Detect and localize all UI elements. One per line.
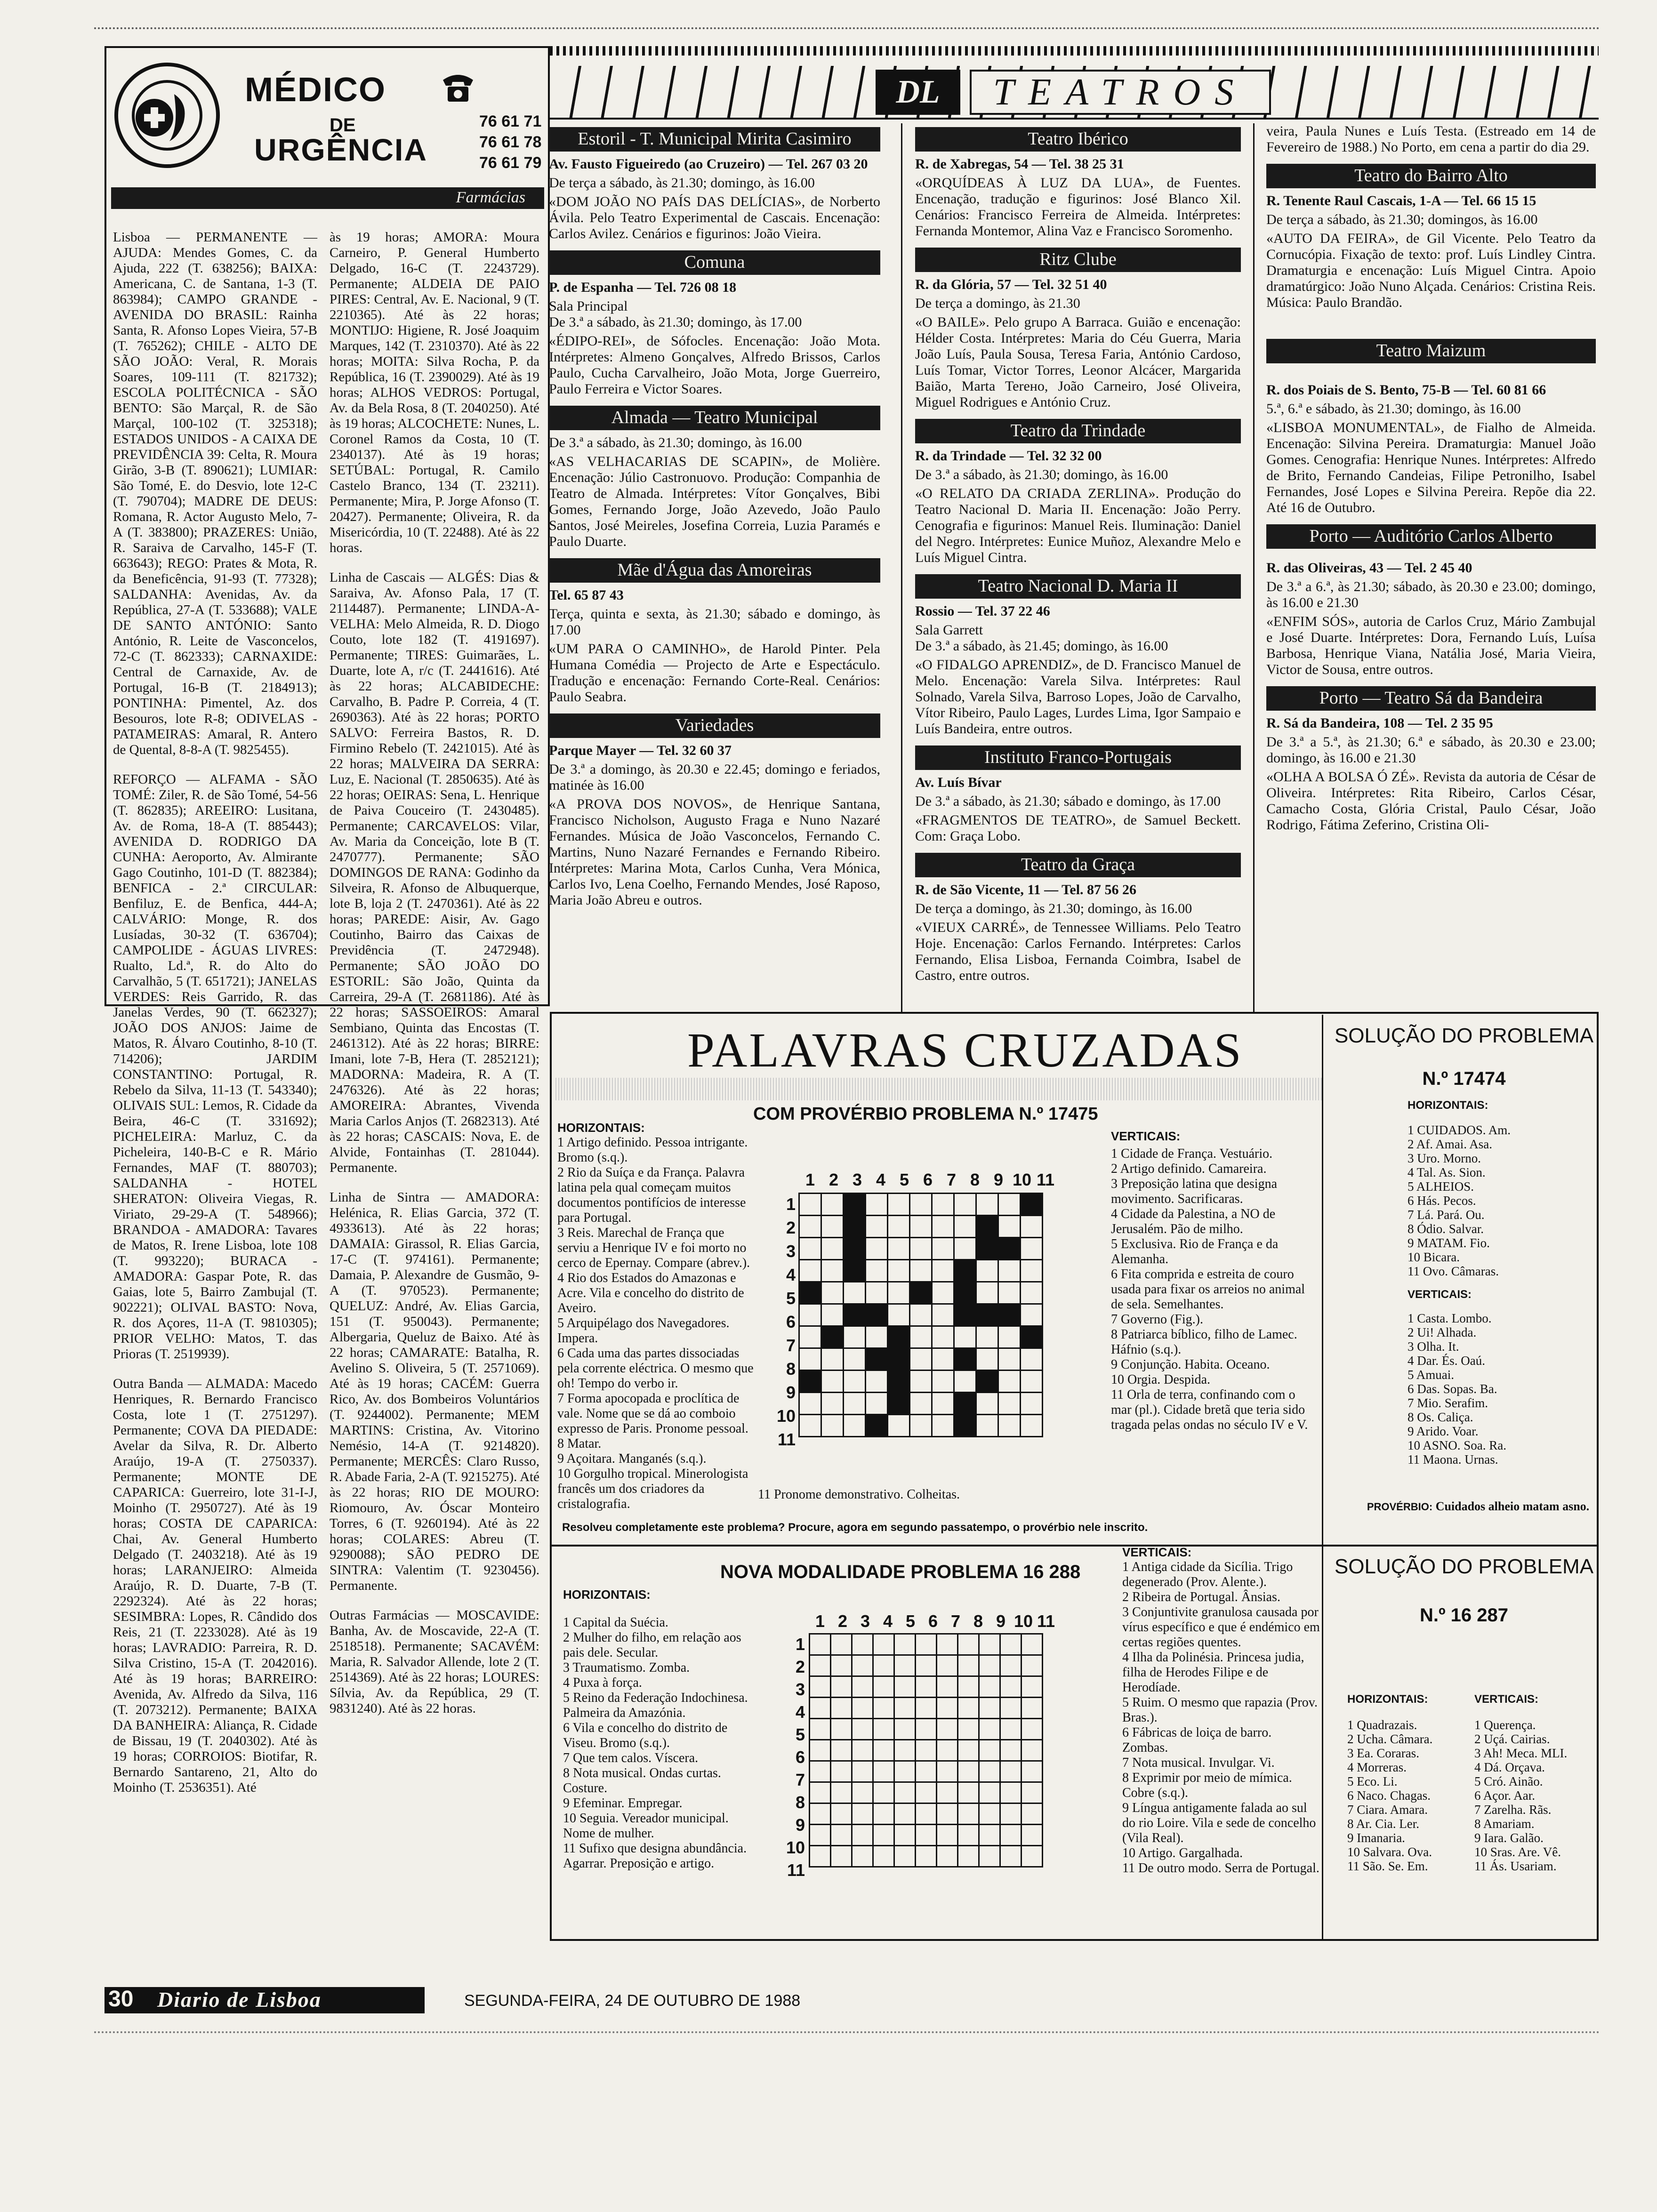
solution-entry: 3 Olha. It.: [1408, 1339, 1459, 1354]
theatre-address: R. da Glória, 57 — Tel. 32 51 40: [915, 277, 1107, 292]
grid-number: 7: [786, 1336, 796, 1355]
theatre-play: «LISBOA MONUMENTAL», de Fialho de Almeida. Encenação: Silvina Pereira. Dramaturgia: Manuel João Gomes. Cenografia: Henrique Nunes. Intérpretes: Alfredo de Brito, Fernando Candeias, Filipe Petronilho, Isabel Fernandes, José Lopes e Silvina Pereira. Repõe dia 22. Até 16 de Outubro.: [1266, 420, 1596, 515]
theatre-schedule: Sala Principal De 3.ª a sábado, às 21.30; domingo, às 17.00: [549, 298, 802, 330]
clue: 1 Capital da Suécia.: [563, 1615, 668, 1630]
pharmacy-reforco: REFORÇO — ALFAMA - SÃO TOMÉ: Ziler, R. de São Tomé, 54-56 (T. 862835); AREEIRO: Lusitana, Av. de Roma, 18-A (T. 885443); AVENIDA D. RODRIGO DA CUNHA: Aeroporto, Av. Almirante Gago Coutinho, 101-D (T. 882384); BENFICA - 2.ª CIRCULAR: Benfiluz, E. de Benfica, 444-A; CALVÁRIO: Monge, R. dos Lusíadas, 30-32 (T. 636704); CAMPOLIDE - ÁGUAS LIVRES: Rualto, Ld.ª, R. do Alto do Carvalhão, 5 (T. 651721); JANELAS VERDES: Reis Garrido, R. das Janelas Verdes, 90 (T. 662327); JOÃO DOS ANJOS: Jaime de Matos, R. Álvaro Coutinho, 8-10 (T. 714206); JARDIM CONSTANTINO: Portugal, R. Rebelo da Silva, 11-13 (T. 543340); OLIVAIS SUL: Lemos, R. Cidade da Beira, 46-C (T. 331692); PICHELEIRA: Marluz, C. da Picheleira, 140-B-C e R. Mário Fernandes, MAF (T. 880703); SALDANHA - HOTEL SHERATON: Oliveira Viegas, R. Viriato, 29-29-A (T. 548966); BRANDOA - AMADORA: Tavares de Matos, R. Irene Lisboa, lote 108 (T. 993220); BURACA - AMADORA: Gaspar Pote, R. das Gaias, lote 5, Bairro Zambujal (T. 902221); OLIVAL BASTO: Nova, R. dos Açores, 11-A (T. 9810305); PRIOR VELHO: Matos, T. das Prioras (T. 2519939).: [113, 772, 317, 1362]
grid-number: 11: [1036, 1170, 1055, 1189]
solution-entry: 7 Mio. Serafim.: [1408, 1396, 1488, 1410]
theatre-schedule: De 3.ª a sábado, às 21.30; domingo, às 16.00: [915, 467, 1168, 482]
medico-title: MÉDICO: [245, 71, 386, 109]
solution-entry: 1 Querença.: [1474, 1718, 1536, 1732]
clue: 6 Vila e concelho do distrito de Viseu. Bromo (s.q.).: [563, 1721, 728, 1750]
grid-number: 1: [795, 1635, 805, 1654]
clue: 10 Seguia. Vereador municipal. Nome de mulher.: [563, 1811, 729, 1841]
clue: 4 Ilha da Polinésia. Princesa judia, filha de Herodes Filipe e de Herodíade.: [1122, 1650, 1304, 1695]
solution-entry: 9 Imanaria.: [1347, 1831, 1405, 1845]
clue: 1 Antiga cidade da Sicília. Trigo degenerado (Prov. Alente.).: [1122, 1560, 1293, 1589]
solution-entry: 8 Os. Caliça.: [1408, 1410, 1473, 1424]
theatre-heading: Comuna: [549, 250, 880, 275]
grid-number: 5: [899, 1170, 909, 1189]
clue: 9 Açoitara. Manganés (s.q.).: [557, 1451, 707, 1466]
crossword1-horizontal-11: 11 Pronome demonstrativo. Colheitas.: [758, 1487, 960, 1502]
proverbio-label: PROVÉRBIO:: [1367, 1501, 1433, 1513]
horizontais-label: HORIZONTAIS:: [557, 1121, 645, 1135]
theatre-address: R. das Oliveiras, 43 — Tel. 2 45 40: [1266, 560, 1472, 576]
pharmacy-column-2: [330, 230, 539, 1716]
grid-number: 8: [795, 1793, 805, 1812]
solution-entry: 6 Açor. Aar.: [1474, 1788, 1535, 1803]
clue: 6 Cada uma das partes dissociadas pela corrente eléctrica. O mesmo que oh! Tempo do verbo ir.: [557, 1346, 754, 1391]
solution-entry: 5 Eco. Li.: [1347, 1774, 1398, 1788]
footer-date: SEGUNDA-FEIRA, 24 DE OUTUBRO DE 1988: [464, 1992, 801, 2010]
verticais-label: VERTICAIS:: [1111, 1129, 1181, 1143]
grid-number: 2: [828, 1170, 839, 1189]
theatre-schedule: Sala Garrett De 3.ª a sábado, às 21.45; domingo, às 16.00: [915, 622, 1168, 654]
theatre-schedule: De terça a domingo, às 21.30: [915, 296, 1080, 311]
solution-entry: 9 Iara. Galão.: [1474, 1831, 1544, 1845]
phone-number: 76 61 78: [479, 133, 542, 151]
solution2-number: N.º 16 287: [1419, 1605, 1509, 1626]
theatre-play: «AS VELHACARIAS DE SCAPIN», de Molière. Encenação: Júlio Castronuovo. Produção: Companhia de Teatro de Almada. Intérpretes: Vítor Gonçalves, Bibi Gomes, Fernando Jorge, João Azevedo, João Paulo Santos, José Meireles, Josefina Correia, Luzia Paramés e Paulo Duarte.: [549, 454, 880, 549]
clue: 3 Conjuntivite granulosa causada por vírus específico e que é endémico em certas regiões quentes.: [1122, 1605, 1320, 1650]
grid-number: 7: [950, 1611, 961, 1631]
clue: 9 Efeminar. Empregar.: [563, 1796, 683, 1811]
horizontais-label: HORIZONTAIS:: [1347, 1693, 1428, 1706]
solution-entry: 1 CUIDADOS. Am.: [1408, 1123, 1511, 1137]
theatre-schedule: De terça a sábado, às 21.30; domingo, às 16.00: [549, 175, 815, 191]
solution-entry: 7 Lá. Pará. Ou.: [1408, 1208, 1485, 1222]
theatre-play: «ENFIM SÓS», autoria de Carlos Cruz, Mário Zambujal e José Duarte. Intérpretes: Dora, Fernando Luís, Luísa Barbosa, Henrique Viana, Natália José, Maria Vieira, Victor de Sousa, entre outros.: [1266, 614, 1596, 677]
grid-number: 9: [786, 1383, 796, 1402]
theatre-address: R. dos Poiais de S. Bento, 75-B — Tel. 60 81 66: [1266, 382, 1546, 398]
theatre-play: «AUTO DA FEIRA», de Gil Vicente. Pelo Teatro da Cornucópia. Fixação de texto: prof. Luís Lindley Cintra. Dramaturgia e encenação: Luís Miguel Cintra. Apoio dramatúrgico: João Nuno Alçada. Cenários: Cristina Reis. Música: Paulo Brandão.: [1266, 231, 1596, 310]
clue: 5 Arquipélago dos Navegadores. Impera.: [557, 1316, 730, 1346]
clue: 8 Matar.: [557, 1436, 602, 1451]
theatre-heading: Teatro da Graça: [915, 853, 1241, 877]
clue: 7 Forma apocopada e proclítica de vale. Nome que se dá ao comboio expresso de Paris. Pronome pessoal.: [557, 1391, 748, 1436]
theatre-schedule: De 3.ª a 6.ª, às 21.30; sábado, às 20.30 e 23.00; domingo, às 16.00 e 21.30: [1266, 579, 1596, 610]
theatre-play: «UM PARA O CAMINHO», de Harold Pinter. Pela Humana Comédia — Projecto de Arte e Espectáculo. Tradução e encenação: Fernando Corte-Real. Cenários: Paulo Seabra.: [549, 641, 880, 705]
theatre-schedule: 5.ª, 6.ª e sábado, às 21.30; domingo, às 16.00: [1266, 401, 1521, 417]
solution-entry: 5 Amuai.: [1408, 1368, 1454, 1382]
verticais-label: VERTICAIS:: [1122, 1545, 1192, 1559]
theatre-address: Av. Fausto Figueiredo (ao Cruzeiro) — Tel. 267 03 20: [549, 156, 868, 172]
solution-entry: 2 Ucha. Câmara.: [1347, 1732, 1433, 1746]
grid-number: 4: [795, 1702, 805, 1722]
theatre-heading: Variedades: [549, 713, 880, 738]
phone-number: 76 61 71: [479, 112, 542, 130]
theatre-heading: Ritz Clube: [915, 248, 1241, 272]
pharmacy-outra-banda: Outra Banda — ALMADA: Macedo Henriques, R. Bernardo Francisco Costa, lote 1 (T. 2751297). Permanente; COVA DA PIEDADE: Avelar da Silva, R. Dr. Alberto Araújo, 19-A (T. 2750337). Permanente; MONTE DE CAPARICA: Guerreiro, lote 31-I-J, Moinho (T. 2950727). Até às 19 horas; COSTA DE CAPARICA: Chai, Av. General Humberto Delgado (T. 2403218). Até às 19 horas; LARANJEIRO: Almeida Araújo, R. D. Duarte, 7-B (T. 2292324). Até às 22 horas; SESIMBRA: Lopes, R. Cândido dos Reis, 21 (T. 2233028). Até às 19 horas; LAVRADIO: Parreira, R. D. Silva Cristino, 15-A (T. 2042016). Até às 19 horas; BARREIRO: Avenida, Av. Alfredo da Silva, 116 (T. 2073212). Permanente; BAIXA DA BANHEIRA: Aliança, R. Cidade de Bissau, 19 (T. 2040302). Até às 19 horas; CORROIOS: Biotifar, R. Bernardo Santareno, 21, Alto do Moinho (T. 2536351). Até: [113, 1376, 317, 1795]
theatre-column-2: [915, 123, 1241, 1013]
solution-entry: 8 Ar. Cia. Ler.: [1347, 1817, 1419, 1831]
column-rule: [901, 123, 902, 1013]
clue: 5 Ruim. O mesmo que rapazia (Prov. Bras.).: [1122, 1695, 1318, 1725]
solution-entry: 4 Dar. És. Oaú.: [1408, 1354, 1485, 1368]
grid-number: 4: [876, 1170, 886, 1189]
solution-entry: 4 Dá. Orçava.: [1474, 1760, 1545, 1774]
clue: 8 Patriarca bíblico, filho de Lamec. Háfnio (s.q.).: [1111, 1327, 1297, 1357]
clue: 10 Artigo. Gargalhada.: [1122, 1846, 1243, 1860]
bottom-dotted-rule: [94, 2031, 1601, 2033]
solution-entry: 11 Maona. Urnas.: [1408, 1452, 1498, 1467]
clue: 1 Cidade de França. Vestuário.: [1111, 1146, 1273, 1161]
grid-number: 5: [786, 1289, 796, 1308]
theatre-heading: Porto — Teatro Sá da Bandeira: [1266, 686, 1596, 711]
solution-entry: 8 Ódio. Salvar.: [1408, 1222, 1484, 1236]
solution-entry: 9 MATAM. Fio.: [1408, 1236, 1490, 1250]
grid-number: 3: [795, 1680, 805, 1699]
theatre-heading: Mãe d'Água das Amoreiras: [549, 558, 880, 583]
clue: 8 Exprimir por meio de mímica. Cobre (s.q.).: [1122, 1771, 1292, 1800]
theatre-schedule: De terça a sábado, às 21.30; domingos, às 16.00: [1266, 212, 1538, 227]
dl-logo: [876, 70, 960, 115]
solution-entry: 11 São. Se. Em.: [1347, 1859, 1428, 1873]
farmacias-bar: [111, 187, 544, 209]
clue: 10 Orgia. Despida.: [1111, 1372, 1210, 1387]
theatre-address: Parque Mayer — Tel. 32 60 37: [549, 743, 732, 758]
grid-number: 6: [923, 1170, 933, 1189]
clue: 5 Exclusiva. Rio de França e da Alemanha.: [1111, 1237, 1279, 1266]
solution-entry: 11 Ás. Usariam.: [1474, 1859, 1557, 1873]
clue: 6 Fita comprida e estreita de couro usada para fixar os arreios no animal de sela. Semelhantes.: [1111, 1267, 1305, 1312]
theatre-schedule: De 3.ª a sábado, às 21.30; domingo, às 16.00: [549, 435, 802, 450]
teatros-label: TEATROS: [993, 72, 1248, 113]
theatre-address: R. de Xabregas, 54 — Tel. 38 25 31: [915, 156, 1124, 172]
clue: 5 Reino da Federação Indochinesa. Palmeira da Amazónia.: [563, 1691, 748, 1720]
teatros-title: [970, 70, 1271, 115]
clue: 2 Ribeira de Portugal. Ânsias.: [1122, 1590, 1280, 1604]
theatre-address: Tel. 65 87 43: [549, 587, 624, 603]
solution-entry: 11 Ovo. Câmaras.: [1408, 1264, 1499, 1278]
clue: 11 De outro modo. Serra de Portugal.: [1122, 1861, 1319, 1875]
proverbio-text: Cuidados alheio matam asno.: [1435, 1499, 1590, 1513]
theatre-play: «O BAILE». Pelo grupo A Barraca. Guião e encenação: Hélder Costa. Intérpretes: Maria do Céu Guerra, Maria João Luís, Paula Sousa, Teresa Faria, António Cardoso, Luís Tomar, Victor Torres, Leonor Alcácer, Margarida Baião, Marta Terено, João Carneiro, José Oliveira, Miguel Rodrigues e António Cruz.: [915, 314, 1241, 410]
theatre-play: «A PROVA DOS NOVOS», de Henrique Santana, Francisco Nicholson, Augusto Fraga e Nuno Nazaré Fernandes. Música de João Vasconcelos, Fernando C. Martins, Nuno Nazaré Fernandes e Fernando Ribeiro. Intérpretes: Marina Mota, Carlos Cunha, Vera Mónica, Carlos Ivo, Lena Coelho, Fernando Mendes, José Raposo, Maria João Abreu e outros.: [549, 796, 880, 908]
clue: 9 Conjunção. Habita. Oceano.: [1111, 1357, 1270, 1372]
farmacias-label: Farmácias: [456, 189, 525, 206]
clue: 3 Preposição latina que designa movimento. Sacrificaras.: [1111, 1177, 1278, 1206]
theatre-heading: Almada — Teatro Municipal: [549, 406, 880, 430]
solution-entry: 10 Salvara. Ova.: [1347, 1845, 1432, 1859]
solution-entry: 8 Amariam.: [1474, 1817, 1535, 1831]
grid-number: 8: [786, 1359, 796, 1378]
solution-entry: 6 Naco. Chagas.: [1347, 1788, 1431, 1803]
grid-number: 11: [777, 1430, 796, 1449]
grid-number: 8: [973, 1611, 983, 1631]
theatre-play: «O RELATO DA CRIADA ZERLINA». Produção do Teatro Nacional D. Maria II. Encenação: João Perry. Cenografia e figurinos: Manuel Reis. Iluminação: Daniel del Negro. Intérpretes: Eunice Muñoz, Alexandre Melo e Luís Miguel Cintra.: [915, 486, 1241, 565]
page-number: 30: [108, 1987, 134, 2012]
clue: 7 Que tem calos. Víscera.: [563, 1751, 699, 1765]
solution-entry: 6 Hás. Pecos.: [1408, 1194, 1476, 1208]
theatre-address: R. Sá da Bandeira, 108 — Tel. 2 35 95: [1266, 715, 1493, 731]
phone-icon: [440, 71, 476, 104]
clue: 2 Rio da Suíça e da França. Palavra latina pela qual começam muitos documentos pontifícios de interesse para Portugal.: [557, 1165, 746, 1225]
theatre-heading: Teatro Maizum: [1266, 339, 1596, 363]
logo-text: [113, 61, 119, 62]
theatre-play: «O FIDALGO APRENDIZ», de D. Francisco Manuel de Melo. Encenação: Varela Silva. Intérpretes: Raul Solnado, Varela Silva, Barroso Lopes, João de Carvalho, Vítor Ribeiro, Paulo Lages, Lurdes Lima, Igor Sampaio e Luís Bandeira, entre outros.: [915, 657, 1241, 737]
theatre-play: «ÉDIPO-REI», de Sófocles. Encenação: João Mota. Intérpretes: Almeno Gonçalves, Alfredo Brissos, Carlos Paulo, Cucha Carvalheiro, João Mota, Jorge Guerreiro, Paulo Ferreira e Victor Soares.: [549, 333, 880, 397]
solution-entry: 3 Ah! Meca. MLI.: [1474, 1746, 1568, 1760]
pharmacy-cascais: Linha de Cascais — ALGÉS: Dias & Saraiva, Av. Afonso Pala, 17 (T. 2114487). Permanente; LINDA-A-VELHA: Melo Almeida, R. D. Diogo Couto, lote 182 (T. 4191697). Permanente; TIRES: Guimarães, L. Duarte, lote A, r/c (T. 2441616). Até às 22 horas; ALCABIDECHE: Carvalho, B. Padre P. Correia, 4 (T. 2690363). Até às 22 horas; PORTO SALVO: Ferreira Bastos, R. D. Firmino Rebelo (T. 2421015). Até às 22 horas; MALVEIRA DA SERRA: Luz, E. Nacional (T. 2850635). Até às 22 horas; OEIRAS: Sena, L. Henrique de Paiva Couceiro (T. 2430485). Permanente; CARCAVELOS: Vilar, Av. Maria da Conceição, lote B (T. 2470777). Permanente; SÃO DOMINGOS DE RANA: Godinho da Silveira, R. Afonso de Albuquerque, lote B, loja 2 (T. 2470361). Até às 22 horas; PAREDE: Aisir, Av. Gago Coutinho, Bairro das Caixas de Previdência (T. 2472948). Permanente; SÃO JOÃO DO ESTORIL: São João, Quinta da Carreira, 29-A (T. 2681186). Até às 22 horas; SASSOEIROS: Amaral Sembiano, Quinta das Encostas (T. 2461312). Até às 22 horas; BIRRE: Imani, lote 7-B, Hera (T. 2852121); MADORNA: Madeira, R. A (T. 2476326). Até às 22 horas; AMOREIRA: Abrantes, Vivenda Maria Carlos Anjos (T. 2682313). Até às 22 horas; CASCAIS: Nova, E. de Alvide, Fontainhas (T. 281044). Permanente.: [330, 570, 539, 1175]
solution-entry: 7 Ciara. Amara.: [1347, 1803, 1428, 1817]
grid-number: 2: [786, 1218, 796, 1237]
theatre-address: R. Tenente Raul Cascais, 1-A — Tel. 66 15 15: [1266, 193, 1536, 208]
clue: 8 Nota musical. Ondas curtas. Costure.: [563, 1766, 721, 1795]
grid-number: 4: [786, 1265, 796, 1284]
theatre-address: Rossio — Tel. 37 22 46: [915, 603, 1050, 619]
grid-number: 11: [787, 1860, 805, 1880]
clue: 2 Mulher do filho, em relação aos pais dele. Secular.: [563, 1630, 741, 1660]
clue: 4 Cidade da Palestina, a NO de Jerusalém. Pão de milho.: [1111, 1207, 1276, 1236]
solution-entry: 5 ALHEIOS.: [1408, 1179, 1474, 1194]
grid-number: 5: [795, 1725, 805, 1744]
crossword2-subtitle: NOVA MODALIDADE PROBLEMA 16 288: [720, 1562, 1081, 1582]
top-dotted-rule: [94, 27, 1601, 29]
grid-number: 9: [795, 1815, 805, 1835]
theatre-heading: Estoril - T. Municipal Mirita Casimiro: [549, 127, 880, 152]
grid-number: 11: [1037, 1611, 1055, 1631]
solution-entry: 2 Ui! Alhada.: [1408, 1325, 1477, 1339]
theatre-address: R. de São Vicente, 11 — Tel. 87 56 26: [915, 882, 1137, 898]
theatre-play: «OLHA A BOLSA Ó ZÉ». Revista da autoria de César de Oliveira. Intérpretes: Rita Ribeiro, Carlos César, Camacho Costa, Glória Cristal, Paulo César, João Rodrigo, Fátima Zeferino, Cristina Oli-: [1266, 769, 1596, 833]
theatre-play: «FRAGMENTOS DE TEATRO», de Samuel Beckett. Com: Graça Lobo.: [915, 812, 1241, 844]
grid-number: 2: [795, 1657, 805, 1676]
horizontais-label: HORIZONTAIS:: [1408, 1099, 1488, 1112]
grid-number: 10: [776, 1406, 796, 1426]
urgencia-title: URGÊNCIA: [254, 132, 428, 167]
solution-entry: 4 Tal. As. Sion.: [1408, 1165, 1486, 1179]
solution-entry: 7 Zarelha. Rãs.: [1474, 1803, 1552, 1817]
crossword-title: PALAVRAS CRUZADAS: [687, 1023, 1243, 1077]
clue: 11 Sufixo que designa abundância. Agarrar. Preposição e artigo.: [563, 1841, 747, 1871]
clinic-logo: [113, 61, 221, 169]
grid-number: 1: [815, 1611, 825, 1631]
verticais-label: VERTICAIS:: [1408, 1288, 1472, 1301]
theatre-heading: Porto — Auditório Carlos Alberto: [1266, 524, 1596, 549]
theatre-continued-text: veira, Paula Nunes e Luís Testa. (Estreado em 14 de Fevereiro de 1988.) No Porto, em cena a partir do dia 29.: [1266, 123, 1596, 155]
pharmacy-continued: às 19 horas; AMORA: Moura Carneiro, P. General Humberto Delgado, 16-C (T. 2243729). Permanente; ALDEIA DE PAIO PIRES: Central, Av. E. Nacional, 9 (T. 2210365). Até às 22 horas; MONTIJO: Higiene, R. José Joaquim Marques, 142 (T. 2310370). Até às 22 horas; MOITA: Silva Rocha, P. da República, 16 (T. 2390029). Até às 19 horas; ALHOS VEDROS: Portugal, Av. da Bela Rosa, 8 (T. 2040250). Até às 19 horas; ALCOCHETE: Nunes, L. Coronel Ramos da Costa, 10 (T. 2340137). Até às 19 horas; SETÚBAL: Portugal, R. Camilo Castelo Branco, 134 (T. 23211). Permanente; Mira, P. Jorge Afonso (T. 20427). Permanente; Oliveira, R. da Misericórdia, 10 (T. 22488). Até às 22 horas.: [330, 230, 539, 555]
clue: 3 Reis. Marechal de França que serviu a Henrique IV e foi morto no cerco de Epernay. Compare (abrev.).: [557, 1226, 750, 1270]
horizontais-label: HORIZONTAIS:: [563, 1587, 651, 1602]
grid-number: 4: [883, 1611, 893, 1631]
solution1-number: N.º 17474: [1422, 1068, 1506, 1089]
grid-number: 9: [993, 1170, 1004, 1189]
theatre-schedule: Terça, quinta e sexta, às 21.30; sábado e domingo, às 17.00: [549, 606, 880, 638]
theatre-schedule: De 3.ª a sábado, às 21.30; sábado e domingo, às 17.00: [915, 793, 1221, 809]
grid-number: 1: [805, 1170, 815, 1189]
clue: 1 Artigo definido. Pessoa intrigante. Bromo (s.q.).: [557, 1135, 748, 1165]
solution1-title: SOLUÇÃO DO PROBLEMA: [1334, 1024, 1594, 1047]
theatre-schedule: De 3.ª a domingo, às 20.30 e 22.45; domingo e feriados, matinée às 16.00: [549, 761, 880, 793]
solution-entry: 6 Das. Sopas. Ba.: [1408, 1382, 1497, 1396]
phone-list: [479, 111, 541, 173]
dl-label: DL: [896, 74, 940, 110]
grid-number: 6: [786, 1312, 796, 1331]
clue: 4 Rio dos Estados do Amazonas e Acre. Vila e concelho do distrito de Aveiro.: [557, 1271, 744, 1315]
solution2-title: SOLUÇÃO DO PROBLEMA: [1334, 1555, 1594, 1578]
clue: 11 Orla de terra, confinando com o mar (pl.). Cidade bretã que teria sido tragada pelas ondas no século IV e V.: [1111, 1387, 1308, 1432]
theatre-play: «VIEUX CARRÉ», de Tennessee Williams. Pelo Teatro Hoje. Encenação: Carlos Fernando. Intérpretes: Carlos Fernando, Elisa Lisboa, Fernanda Coimbra, Isabel de Castro, entre outros.: [915, 920, 1241, 983]
solution-entry: 1 Casta. Lombo.: [1408, 1311, 1492, 1325]
grid-number: 7: [795, 1770, 805, 1789]
grid-number: 3: [786, 1242, 796, 1261]
solution-entry: 10 ASNO. Soa. Ra.: [1408, 1438, 1507, 1452]
solution-entry: 5 Cró. Ainão.: [1474, 1774, 1543, 1788]
crossword-frame: [550, 1013, 1599, 1941]
crossword1-footer: Resolveu completamente este problema? Procure, agora em segundo passatempo, o provérbio nele inscrito.: [562, 1521, 1148, 1534]
de-label: DE: [330, 115, 356, 136]
grid-number: 5: [905, 1611, 916, 1631]
grid-number: 8: [970, 1170, 980, 1189]
clue: 2 Artigo definido. Camareira.: [1111, 1162, 1267, 1176]
grid-number: 3: [852, 1170, 862, 1189]
theatre-play: «ORQUÍDEAS À LUZ DA LUA», de Fuentes. Encenação, tradução e figurinos: José Blanco Xil. Cenários: Francisco Ferreira de Almeida. Intérpretes: Fernanda Montemor, Alina Vaz e Francisco Soromenho.: [915, 175, 1241, 239]
newspaper-name: Diario de Lisboa: [157, 1988, 322, 2012]
solution-entry: 4 Morreras.: [1347, 1760, 1407, 1774]
grid-number: 10: [1012, 1170, 1032, 1189]
clue: 3 Traumatismo. Zomba.: [563, 1660, 690, 1675]
theatre-address: P. de Espanha — Tel. 726 08 18: [549, 280, 737, 295]
pharmacy-sintra: Linha de Sintra — AMADORA: Helénica, R. Elias Garcia, 372 (T. 4933613). Até às 22 horas; DAMAIA: Girassol, R. Elias Garcia, 17-C (T. 974161). Permanente; Damaia, P. Alexandre de Gusmão, 9-A (T. 970523). Permanente; QUELUZ: André, Av. Elias Garcia, 151 (T. 950043). Permanente; Albergaria, Queluz de Baixo. Até às 22 horas; CAMARATE: Batalha, R. Avelino S. Oliveira, 5 (T. 2571069). Até às 19 horas; CACÉM: Guerra Rico, Av. dos Bombeiros Voluntários (T. 9244002). Permanente; MEM MARTINS: Cristina, Av. Vitorino Nemésio, 14-A (T. 9214820). Permanente; MERCÊS: Claro Russo, R. Abade Faria, 2-A (T. 9215275). Até às 22 horas; RIO DE MOURO: Riomouro, Av. Óscar Monteiro Torres, 6 (T. 9260194). Até às 22 horas; COLARES: Abreu (T. 9290088); SÃO PEDRO DE SINTRA: Valentim (T. 9230456). Permanente.: [330, 1190, 539, 1593]
solution-entry: 3 Uro. Morno.: [1408, 1151, 1481, 1165]
solution-entry: 2 Af. Amai. Asa.: [1408, 1137, 1492, 1151]
theatre-play: «DOM JOÃO NO PAÍS DAS DELÍCIAS», de Norberto Ávila. Pelo Teatro Experimental de Cascais. Encenação: Carlos Avilez. Cenários e figurinos: João Vieira.: [549, 194, 880, 241]
grid-number: 3: [860, 1611, 870, 1631]
pharmacy-outras: Outras Farmácias — MOSCAVIDE: Banha, Av. de Moscavide, 22-A (T. 2518518). Permanente; SACAVÉM: Maria, R. Salvador Allende, lote 2 (T. 2514369). Até às 22 horas; LOURES: Sílvia, Av. da República, 29 (T. 9831240). Até às 22 horas.: [330, 1608, 539, 1716]
solution-entry: 9 Arido. Voar.: [1408, 1424, 1479, 1438]
clue: 7 Nota musical. Invulgar. Vi.: [1122, 1755, 1275, 1770]
solution-entry: 10 Bicara.: [1408, 1250, 1460, 1264]
teatros-decor-bar: [550, 46, 1599, 56]
theatre-heading: Teatro Nacional D. Maria II: [915, 574, 1241, 599]
theatre-address: R. da Trindade — Tel. 32 32 00: [915, 448, 1102, 464]
grid-number: 10: [786, 1838, 805, 1857]
phone-number: 76 61 79: [479, 154, 542, 172]
pharmacy-column-1: [113, 230, 317, 1795]
grid-number: 1: [786, 1194, 796, 1214]
theatre-column-1: [549, 123, 880, 1013]
pharmacy-lisboa: Lisboa — PERMANENTE — AJUDA: Mendes Gomes, C. da Ajuda, 222 (T. 638256); BAIXA: Americana, C. de Santana, 1-3 (T. 863984); CAMPO GRANDE - AVENIDA DO BRASIL: Rainha Santa, R. Afonso Lopes Vieira, 57-B (T. 765262); CHILE - ALTO DE SÃO JOÃO: Veral, R. Morais Soares, 109-111 (T. 821732); ESCOLA POLITÉCNICA - SÃO BENTO: São Marçal, R. de São Marçal, 100-102 (T. 325318); ESTADOS UNIDOS - A CAIXA DE PREVIDÊNCIA 39: Celta, R. Moura Girão, 3-B (T. 890621); LUMIAR: São Tomé, E. do Desvio, lote 12-C (T. 790704); MADRE DE DEUS: Romana, R. Actor Augusto Melo, 7-A (T. 383800); PRAZERES: União, R. Saraiva de Carvalho, 145-F (T. 663643); REGO: Prates & Mota, R. da Beneficência, 91-93 (T. 77328); SALDANHA: Avenidas, Av. da República, 27-A (T. 533688); VALE DE SANTO ANTÓNIO: Santo António, R. Leite de Vasconcelos, 72-C (T. 862333); CARNAXIDE: Central de Carnaxide, Av. de Portugal, 16-B (T. 2184913); PONTINHA: Pimentel, Az. dos Besouros, lote R-8; ODIVELAS - PATAMEIRAS: Amaral, R. Antero de Quental, 8-8-A (T. 9825455).: [113, 230, 317, 757]
grid-number: 7: [946, 1170, 957, 1189]
theatre-column-3: [1266, 123, 1596, 1013]
theatre-heading: Teatro do Bairro Alto: [1266, 164, 1596, 188]
clue: 9 Língua antigamente falada ao sul do rio Loire. Vila e sede de concelho (Vila Real).: [1122, 1801, 1316, 1845]
theatre-schedule: De terça a domingo, às 21.30; domingo, às 16.00: [915, 901, 1192, 916]
grid-number: 9: [996, 1611, 1006, 1631]
theatre-address: Av. Luís Bívar: [915, 775, 1002, 790]
clue: 10 Gorgulho tropical. Minerologista francês um dos criadores da cristalografia.: [557, 1467, 748, 1511]
solution-entry: 2 Uçá. Cairias.: [1474, 1732, 1550, 1746]
theatre-heading: Teatro Ibérico: [915, 127, 1241, 152]
grid-number: 2: [837, 1611, 848, 1631]
solution-entry: 10 Sras. Are. Vê.: [1474, 1845, 1561, 1859]
theatre-schedule: De 3.ª a 5.ª, às 21.30; 6.ª e sábado, às 20.30 e 23.00; domingo, às 16.00 e 21.30: [1266, 734, 1596, 766]
crossword1-subtitle: COM PROVÉRBIO PROBLEMA N.º 17475: [753, 1104, 1098, 1124]
solution-entry: 1 Quadrazais.: [1347, 1718, 1417, 1732]
verticais-label: VERTICAIS:: [1474, 1693, 1539, 1706]
grid-number: 10: [1014, 1611, 1033, 1631]
grid-number: 6: [795, 1747, 805, 1767]
solution-entry: 3 Ea. Coraras.: [1347, 1746, 1419, 1760]
theatre-heading: Instituto Franco-Portugais: [915, 745, 1241, 770]
clue: 7 Governo (Fig.).: [1111, 1312, 1203, 1327]
theatre-heading: Teatro da Trindade: [915, 419, 1241, 443]
clue: 6 Fábricas de loiça de barro. Zombas.: [1122, 1725, 1272, 1755]
clue: 4 Puxa à força.: [563, 1675, 642, 1690]
column-rule: [1253, 123, 1255, 1013]
grid-number: 6: [928, 1611, 938, 1631]
